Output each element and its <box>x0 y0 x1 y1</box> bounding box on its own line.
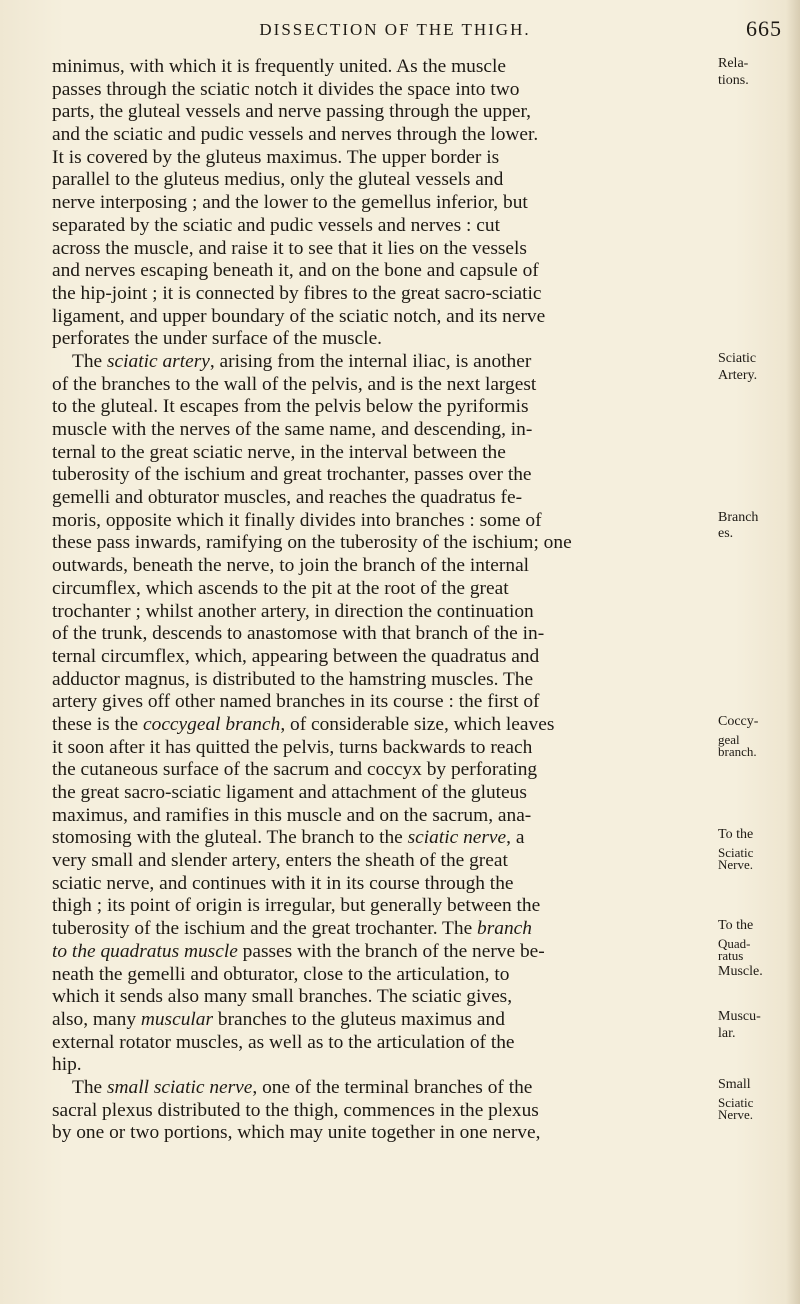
line-text: passes through the sciatic notch it divides the space into two <box>52 78 520 100</box>
text-line <box>52 873 772 896</box>
line-text: the cutaneous surface of the sacrum and coccyx by perforating <box>52 759 538 781</box>
text-line <box>52 1122 772 1145</box>
line-text: these is the coccygeal branch, of considerable size, which leaves <box>52 713 555 735</box>
line-text: these pass inwards, ramifying on the tuberosity of the ischium; one <box>52 532 572 554</box>
line-text: muscle with the nerves of the same name, and descending, in- <box>52 419 533 440</box>
text-line <box>52 1025 772 1055</box>
text-line <box>52 238 772 261</box>
text-line <box>52 691 772 714</box>
margin-note-part: geal <box>718 731 740 747</box>
line-text: ternal to the great sciatic nerve, in the interval between the <box>52 441 506 463</box>
margin-note-part: Nerve. <box>718 1106 754 1122</box>
text-line <box>52 101 772 124</box>
line-text: maximus, and ramifies in this muscle and on the sacrum, ana- <box>52 804 532 826</box>
text-line <box>52 827 772 850</box>
line-text: nerve interposing ; and the lower to the gemellus inferior, but <box>52 192 528 214</box>
margin-note: lar. <box>718 1025 736 1041</box>
margin-note: Sciatic <box>718 350 757 366</box>
line-text: The small sciatic nerve, one of the terminal branches of the <box>72 1076 533 1098</box>
line-text: external rotator muscles, as well as to the articulation of the <box>52 1031 515 1053</box>
line-text: tuberosity of the ischium and the great trochanter. The branch <box>52 918 532 940</box>
line-text: sciatic nerve, and continues with it in its course through the <box>52 872 514 894</box>
text-line <box>52 215 772 238</box>
margin-note <box>718 731 757 759</box>
line-text: hip. <box>52 1054 82 1076</box>
page-header <box>0 16 800 46</box>
text-line <box>52 396 772 419</box>
text-line <box>52 986 772 1009</box>
line-text: of the trunk, descends to anastomose with that branch of the in- <box>52 623 545 645</box>
line-text: moris, opposite which it finally divides into branches : some of <box>52 509 542 531</box>
margin-note: Branch <box>718 509 759 525</box>
line-text: separated by the sciatic and pudic vessels and nerves : cut <box>52 214 500 236</box>
line-text: It is covered by the gluteus maximus. The upper border is <box>52 146 500 168</box>
text-line <box>52 1077 772 1100</box>
line-text: outwards, beneath the nerve, to join the branch of the internal <box>52 555 530 577</box>
line-text: stomosing with the gluteal. The branch to the sciatic nerve, a <box>52 827 525 849</box>
margin-note <box>718 935 751 964</box>
margin-note: Muscu- <box>718 1008 761 1024</box>
text-line <box>52 283 772 306</box>
line-text: across the muscle, and raise it to see that it lies on the vessels <box>52 237 527 259</box>
line-text: it soon after it has quitted the pelvis, turns backwards to reach <box>52 736 533 758</box>
margin-note <box>718 847 753 872</box>
line-text: adductor magnus, is distributed to the hamstring muscles. The <box>52 668 534 690</box>
line-text: which it sends also many small branches. The sciatic gives, <box>52 986 513 1008</box>
line-text: neath the gemelli and obturator, close to the articulation, to <box>52 963 510 985</box>
margin-note-part: Nerve. <box>718 857 754 873</box>
text-line <box>52 623 772 646</box>
margin-note: es. <box>718 526 734 542</box>
text-line <box>52 147 772 170</box>
line-text: thigh ; its point of origin is irregular, but generally between the <box>52 895 541 917</box>
line-text: gemelli and obturator muscles, and reaches the quadratus fe- <box>52 487 523 509</box>
text-line <box>52 442 772 465</box>
page-edge-shadow <box>786 0 800 1304</box>
text-line <box>52 669 772 692</box>
text-line <box>52 759 772 782</box>
body-text <box>52 56 772 1145</box>
text-line <box>52 782 772 805</box>
text-line <box>52 306 772 329</box>
text-line <box>52 260 772 283</box>
text-line <box>52 578 772 601</box>
line-text: by one or two portions, which may unite together in one nerve, <box>52 1122 541 1144</box>
margin-note: To the <box>718 918 754 934</box>
margin-note: tions. <box>718 72 749 88</box>
text-line <box>52 124 772 147</box>
text-line <box>52 731 772 760</box>
line-text: to the gluteal. It escapes from the pelvis below the pyriformis <box>52 396 529 418</box>
line-text: minimus, with which it is frequently united. As the muscle <box>52 56 507 77</box>
margin-note-part: branch. <box>718 743 757 759</box>
margin-note: Muscle. <box>718 963 763 979</box>
text-line <box>52 351 772 374</box>
margin-note: Small <box>718 1076 751 1092</box>
text-line <box>52 419 772 442</box>
line-text: and nerves escaping beneath it, and on the bone and capsule of <box>52 260 539 282</box>
line-text: and the sciatic and pudic vessels and nerves through the lower. <box>52 124 539 146</box>
line-text: ternal circumflex, which, appearing between the quadratus and <box>52 645 540 667</box>
margin-note-part: Sciatic <box>718 1094 754 1110</box>
text-line <box>52 487 772 510</box>
line-text: the hip-joint ; it is connected by fibres to the great sacro-sciatic <box>52 282 542 304</box>
line-text: to the quadratus muscle passes with the branch of the nerve be- <box>52 940 545 962</box>
line-text: very small and slender artery, enters the sheath of the great <box>52 850 508 872</box>
text-line <box>52 964 772 987</box>
line-text: perforates the under surface of the muscle. <box>52 328 383 350</box>
text-line <box>52 646 772 669</box>
text-line <box>52 601 772 624</box>
line-text: trochanter ; whilst another artery, in direction the continuation <box>52 600 534 622</box>
margin-note-part: Quad- <box>718 935 751 951</box>
running-head: DISSECTION OF THE THIGH. <box>259 20 531 39</box>
line-text: The sciatic artery, arising from the internal iliac, is another <box>72 350 532 372</box>
margin-note: To the <box>718 827 754 843</box>
text-line <box>52 935 772 964</box>
line-text: the great sacro-sciatic ligament and attachment of the gluteus <box>52 782 527 803</box>
text-line <box>52 328 772 351</box>
line-text: artery gives off other named branches in its course : the first of <box>52 691 540 713</box>
text-line <box>52 192 772 215</box>
line-text: parts, the gluteal vessels and nerve passing through the upper, <box>52 101 532 123</box>
line-text: tuberosity of the ischium and great trochanter, passes over the <box>52 464 532 486</box>
text-line <box>52 72 772 102</box>
line-text: also, many muscular branches to the gluteus maximus and <box>52 1008 505 1030</box>
line-text: circumflex, which ascends to the pit at the root of the great <box>52 577 509 599</box>
text-line <box>52 555 772 578</box>
text-line <box>52 510 772 533</box>
margin-note-part: ratus <box>718 948 744 964</box>
text-line <box>52 714 772 737</box>
text-line <box>52 805 772 828</box>
text-line <box>52 526 772 555</box>
text-line <box>52 367 772 397</box>
text-line <box>52 169 772 192</box>
text-line <box>52 918 772 941</box>
line-text: of the branches to the wall of the pelvis, and is the next largest <box>52 373 537 395</box>
line-text: ligament, and upper boundary of the sciatic notch, and its nerve <box>52 305 546 327</box>
margin-note-part: Sciatic <box>718 845 754 861</box>
page-number: 665 <box>746 16 782 41</box>
margin-note <box>718 1094 754 1122</box>
line-text: sacral plexus distributed to the thigh, commences in the plexus <box>52 1099 539 1121</box>
text-line <box>52 464 772 487</box>
text-line <box>52 1009 772 1032</box>
text-line <box>52 1094 772 1123</box>
text-line <box>52 845 772 873</box>
text-line <box>52 56 772 79</box>
text-line <box>52 895 772 918</box>
margin-note: Artery. <box>718 367 758 383</box>
margin-note: Rela- <box>718 56 749 71</box>
margin-note: Coccy- <box>718 713 759 729</box>
line-text: parallel to the gluteus medius, only the gluteal vessels and <box>52 169 504 191</box>
text-line <box>52 1054 772 1077</box>
